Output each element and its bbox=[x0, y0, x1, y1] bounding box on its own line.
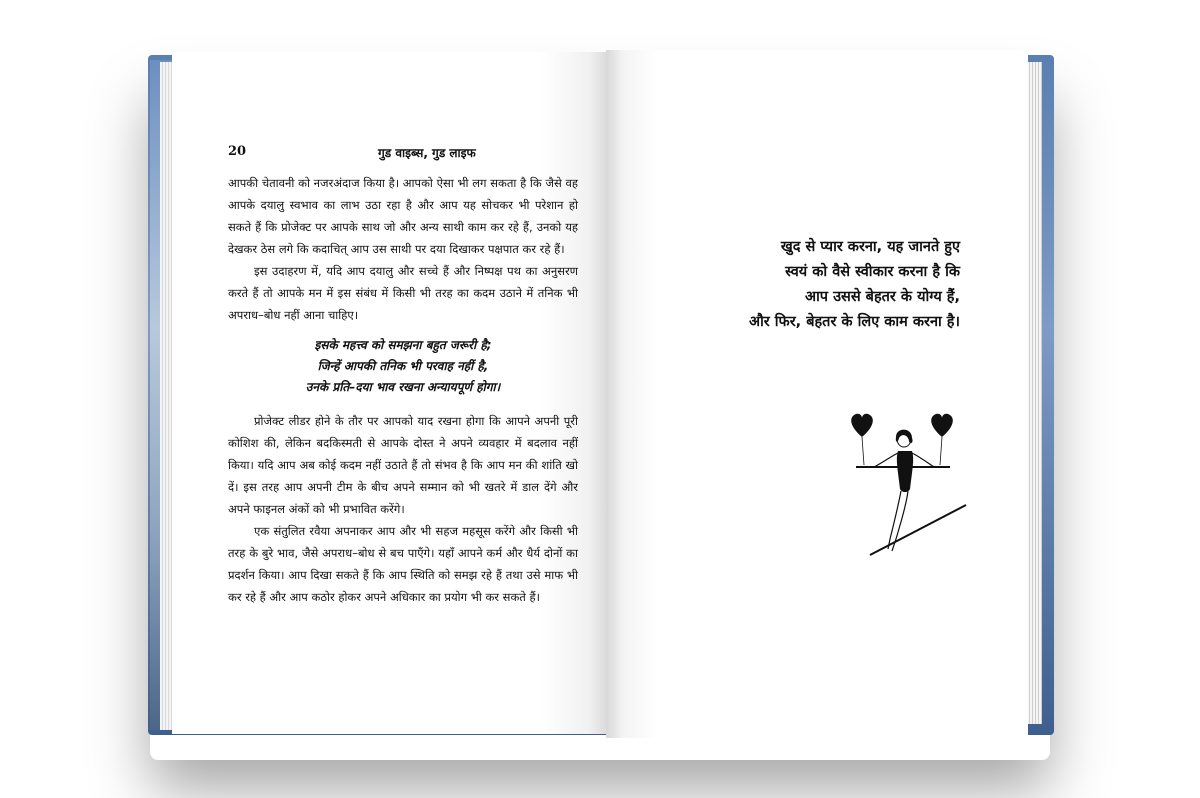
quote-line: उनके प्रति–दया भाव रखना अन्यायपूर्ण होगा। bbox=[305, 380, 501, 394]
quote-line: और फिर, बेहतर के लिए काम करना है। bbox=[748, 314, 960, 330]
paragraph: आपकी चेतावनी को नजरअंदाज किया है। आपको ऐसा भी लग सकता है कि जैसे वह आपके दयालु स्वभाव का लाभ उठा रहा है और आप यह सोचकर भी परेशान हो सकते हैं कि प्रोजेक्ट पर आपके साथ जो और अन्य साथी काम कर रहे हैं, उनको यह देखकर ठेस लगे कि कदाचित् आप उस साथी पर दया दिखाकर पक्षपात कर रहे हैं। bbox=[228, 176, 578, 256]
page-header bbox=[228, 144, 582, 164]
page-number: 20 bbox=[228, 144, 247, 159]
pull-quote bbox=[228, 335, 578, 398]
right-page-quote bbox=[640, 235, 960, 335]
paragraph: इस उदाहरण में, यदि आप दयालु और सच्चे हैं और निष्पक्ष पथ का अनुसरण करते हैं तो आपके मन में इस संबंध में किसी भी तरह का कदम उठाने में तनिक भी अपराध–बोध नहीं आना चाहिए। bbox=[228, 264, 578, 322]
quote-line: इसके महत्त्व को समझना बहुत जरूरी है; bbox=[314, 338, 492, 352]
heart-balloon-icon bbox=[851, 414, 873, 437]
quote-line: खुद से प्यार करना, यह जानते हुए bbox=[780, 239, 960, 255]
body-text-bottom bbox=[228, 410, 578, 608]
quote-line: जिन्हें आपकी तनिक भी परवाह नहीं है, bbox=[317, 359, 489, 373]
paragraph: प्रोजेक्ट लीडर होने के तौर पर आपको याद रखना होगा कि आपने अपनी पूरी कोशिश की, लेकिन बदकिस्मती से आपके दोस्त ने अपने व्यवहार में बदलाव नहीं किया। यदि आप अब कोई कदम नहीं उठाते हैं तो संभव है कि आप मन की शांति खो दें। इस तरह आप अपनी टीम के बीच अपने सम्मान को भी खतरे में डाल देंगे और अपने फाइनल अंकों को भी प्रभावित करेंगे। bbox=[228, 414, 578, 516]
quote-line: स्वयं को वैसे स्वीकार करना है कि bbox=[785, 264, 960, 280]
heart-balloon-icon bbox=[931, 414, 953, 437]
running-title: गुड वाइब्स, गुड लाइफ bbox=[378, 146, 476, 160]
quote-line: आप उससे बेहतर के योग्य हैं, bbox=[804, 289, 960, 305]
paragraph: एक संतुलित रवैया अपनाकर आप और भी सहज महसूस करेंगे और किसी भी तरह के बुरे भाव, जैसे अपराध–बोध से बच पाएँगे। यहाँ आपने कर्म और धैर्य दोनों का प्रदर्शन किया। आप दिखा सकते हैं कि आप स्थिति को समझ रहे हैं तथा उसे माफ भी कर रहे हैं और आप कठोर होकर अपने अधिकार का प्रयोग भी कर सकते हैं। bbox=[228, 524, 578, 604]
body-text-top bbox=[228, 172, 578, 326]
right-page bbox=[606, 50, 1028, 738]
left-page bbox=[172, 52, 606, 734]
balloon-woman-illustration bbox=[842, 405, 972, 565]
